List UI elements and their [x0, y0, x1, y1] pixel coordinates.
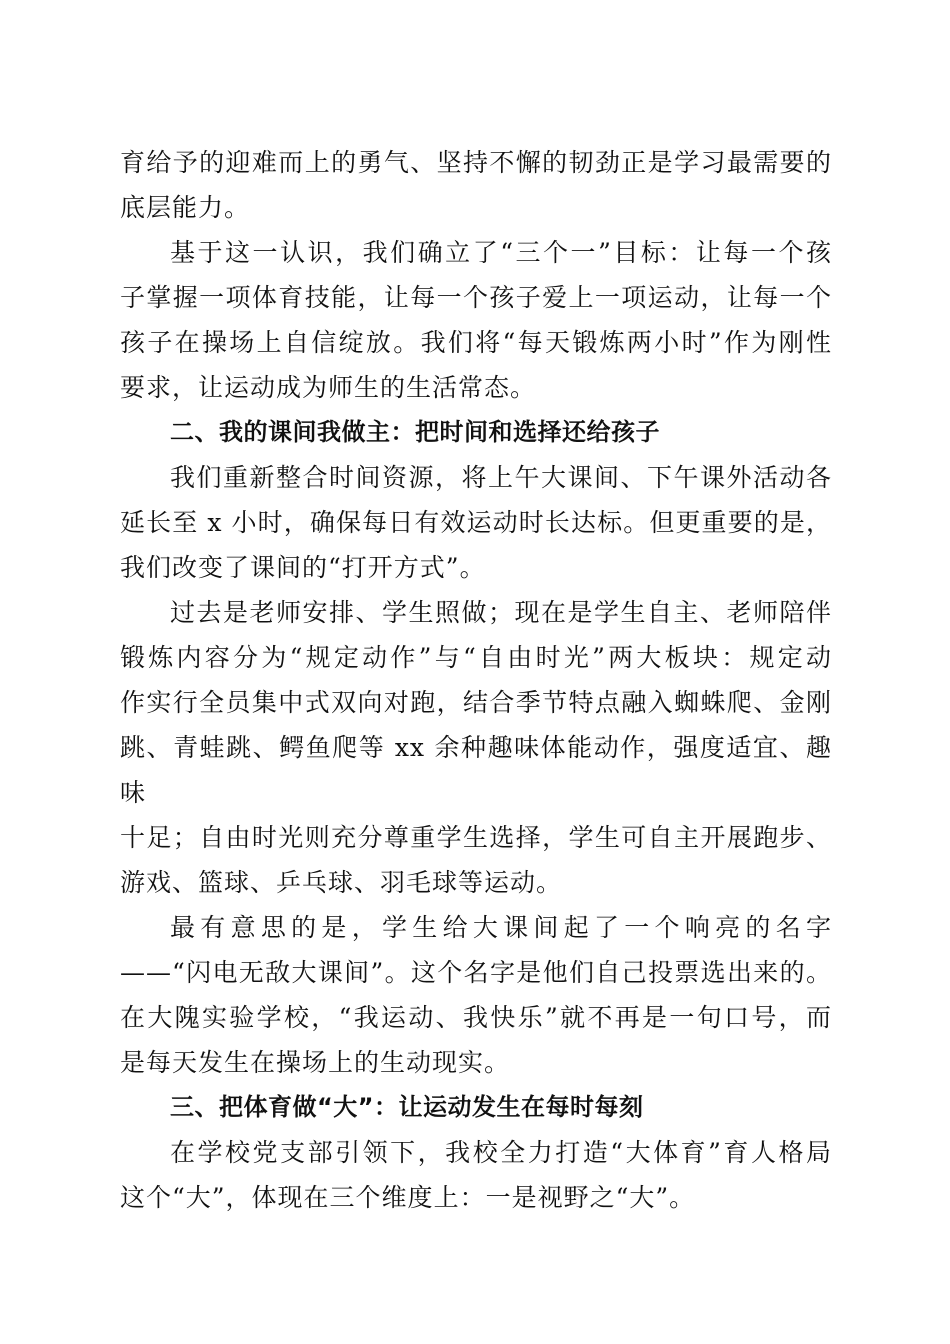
- paragraph-2: [120, 230, 832, 410]
- paragraph-3: [120, 455, 832, 590]
- text-line: 孩子在操场上自信绽放。我们将“每天锻炼两小时”作为刚性: [120, 328, 832, 357]
- text-line: 作实行全员集中式双向对跑，结合季节特点融入蜘蛛爬、金刚: [120, 688, 832, 717]
- text-line: 跳、青蛙跳、鳄鱼爬等 xx 余种趣味体能动作，强度适宜、趣味: [120, 733, 832, 807]
- text-line: 要求，让运动成为师生的生活常态。: [120, 373, 537, 402]
- text-line: 是每天发生在操场上的生动现实。: [120, 1048, 511, 1077]
- text-line: 在大隗实验学校，“我运动、我快乐”就不再是一句口号，而: [120, 1003, 832, 1032]
- text-line: 锻炼内容分为“规定动作”与“自由时光”两大板块：规定动: [120, 643, 832, 672]
- paragraph-4: [120, 590, 832, 905]
- paragraph-1: [120, 140, 832, 230]
- text-line: 底层能力。: [120, 193, 251, 222]
- section-heading-2: 二、我的课间我做主：把时间和选择还给孩子: [170, 418, 660, 446]
- text-line: 在学校党支部引领下，我校全力打造“大体育”育人格局: [170, 1138, 832, 1167]
- document-page: [120, 140, 832, 1220]
- paragraph-5: [120, 905, 832, 1085]
- text-line: 过去是老师安排、学生照做；现在是学生自主、老师陪伴: [170, 598, 832, 627]
- text-line: 这个“大”，体现在三个维度上：一是视野之“大”。: [120, 1183, 696, 1212]
- text-line: 我们重新整合时间资源，将上午大课间、下午课外活动各: [170, 463, 832, 492]
- text-line: 我们改变了课间的“打开方式”。: [120, 553, 486, 582]
- text-line: 游戏、篮球、乒乓球、羽毛球等运动。: [120, 868, 563, 897]
- text-line: 育给予的迎难而上的勇气、坚持不懈的韧劲正是学习最需要的: [120, 148, 832, 177]
- text-line: 延长至 x 小时，确保每日有效运动时长达标。但更重要的是，: [120, 508, 832, 537]
- text-line: ——“闪电无敌大课间”。这个名字是他们自己投票选出来的。: [120, 958, 832, 987]
- text-line: 子掌握一项体育技能，让每一个孩子爱上一项运动，让每一个: [120, 283, 832, 312]
- text-line: 基于这一认识，我们确立了“三个一”目标：让每一个孩: [170, 238, 832, 267]
- paragraph-6: [120, 1130, 832, 1220]
- text-line: 最有意思的是，学生给大课间起了一个响亮的名字: [170, 913, 832, 942]
- section-heading-3: 三、把体育做“大”：让运动发生在每时每刻: [170, 1093, 644, 1121]
- text-line: 十足；自由时光则充分尊重学生选择，学生可自主开展跑步、: [120, 823, 832, 852]
